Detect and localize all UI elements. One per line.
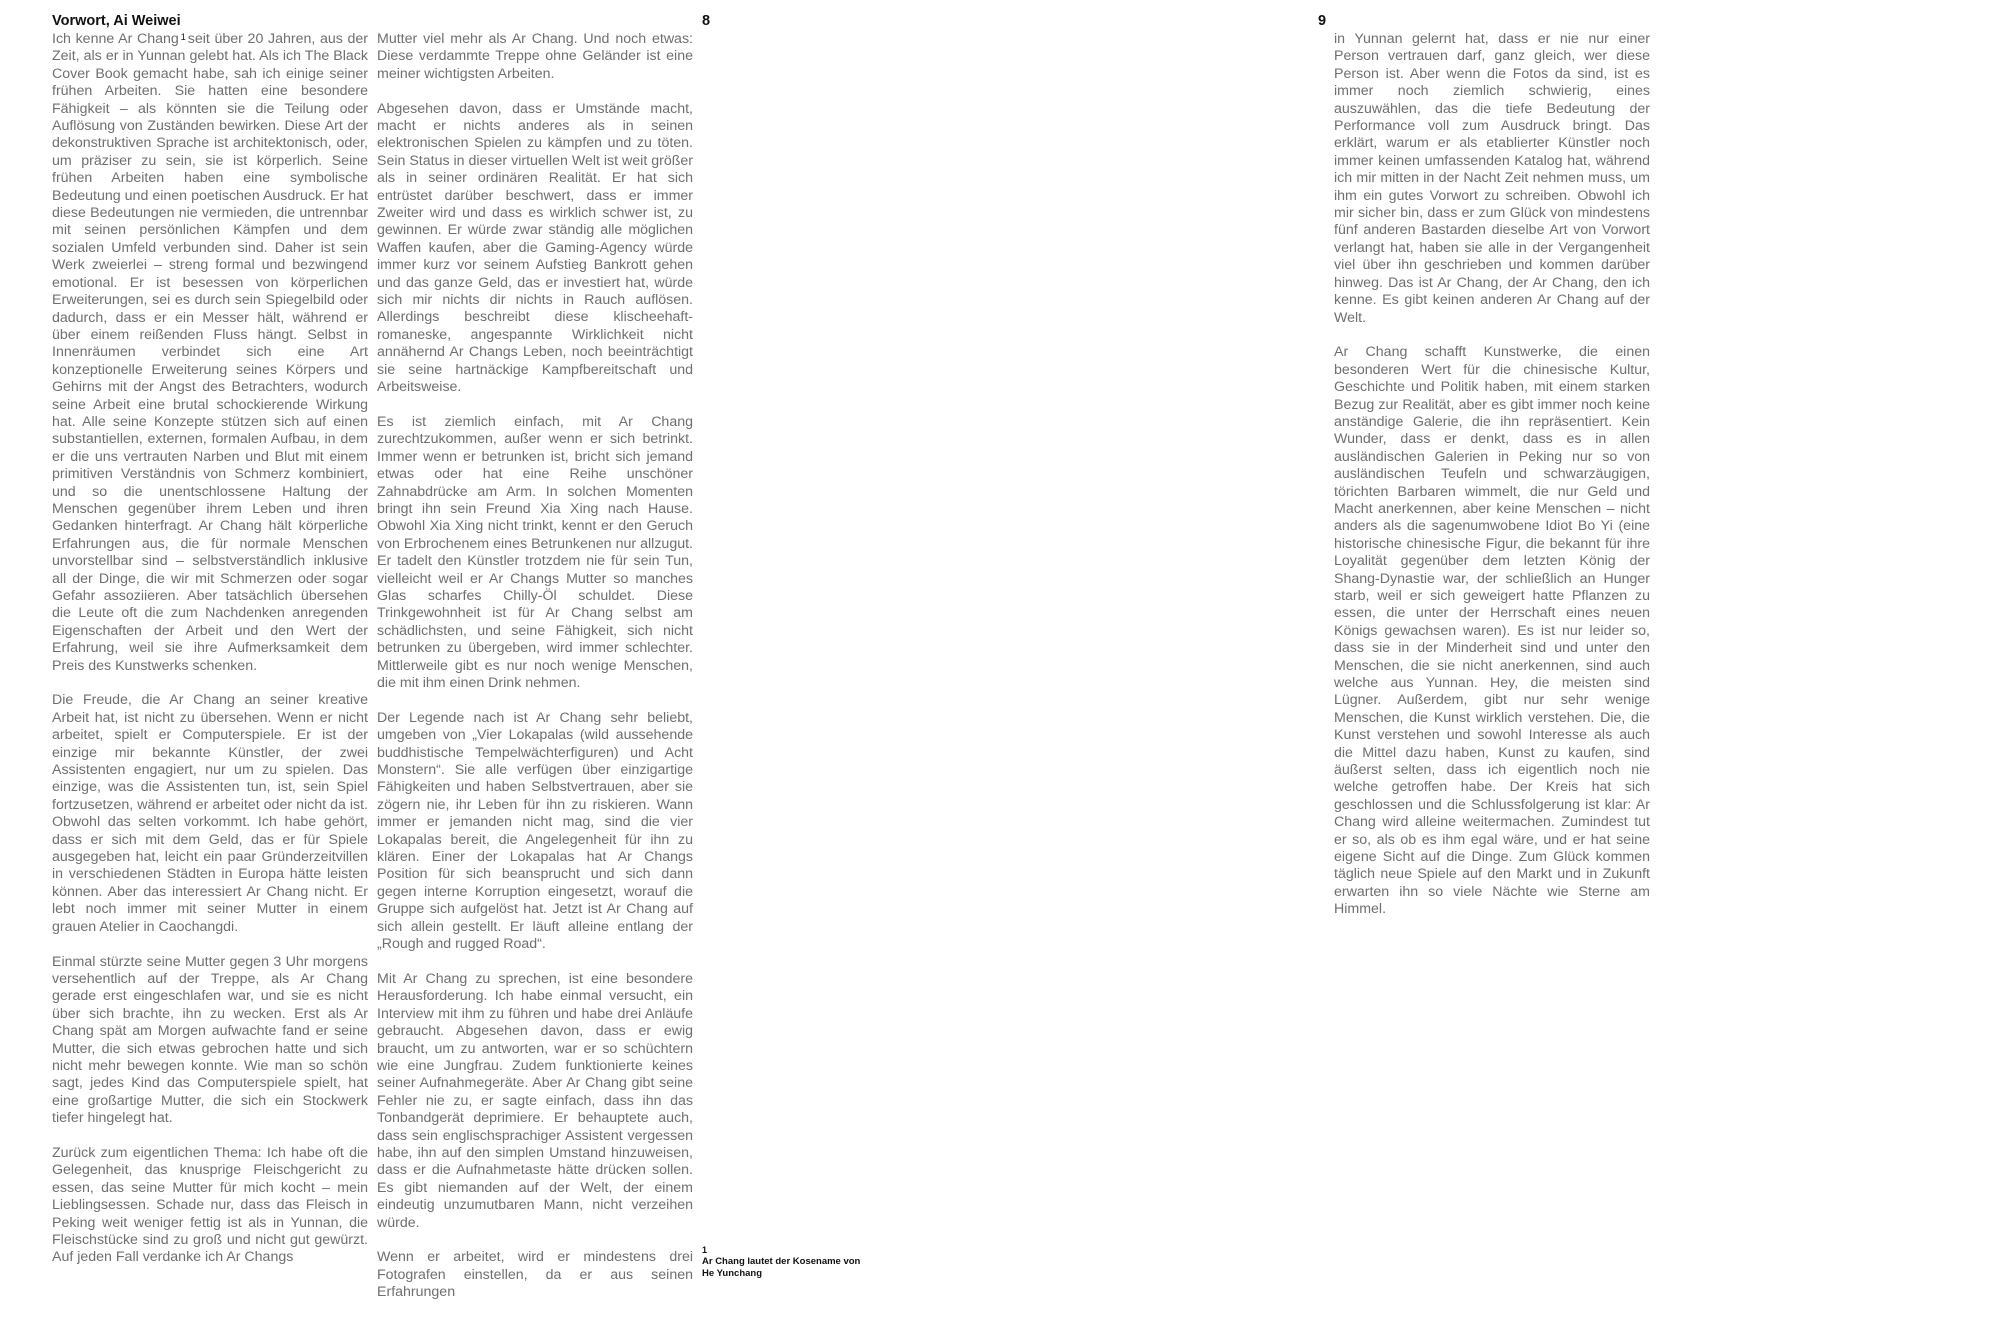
footnote-text: Ar Chang lautet der Kosename von He Yunchang [702,1256,861,1279]
footnote-number: 1 [702,1245,708,1255]
paragraph: Wenn er arbeitet, wird er mindestens drei Fotografen einstellen, da er aus seinen Erfahrungen [377,1249,693,1301]
page-number-left: 8 [702,13,711,29]
paragraph: in Yunnan gelernt hat, dass er nie nur einer Person vertrauen darf, ganz gleich, wer diese Person ist. Aber wenn die Fotos da sind, ist es immer noch ziemlich schwierig, eines auszuwählen, das die tiefe Bedeutung der Performance voll zum Ausdruck bringt. Das erklärt, warum er als etablierter Künstler noch immer keinen umfassenden Katalog hat, während ich mir mitten in der Nacht Zeit nehmen muss, um ihm ein gutes Vorwort zu schreiben. Obwohl ich mir sicher bin, dass er zum Glück von mindestens fünf anderen Bastarden dieselbe Art von Vorwort verlangt hat, haben sie alle in der Vergangenheit viel über ihn geschrieben und kommen darüber hinweg. Das ist Ar Chang, der Ar Chang, den ich kenne. Es gibt keinen anderen Ar Chang auf der Welt. [1334,31,1650,326]
paragraph: Es ist ziemlich einfach, mit Ar Chang zurechtzukommen, außer wenn er sich betrinkt. Immer wenn er betrunken ist, bricht sich jemand etwas oder hat eine Reihe unschöner Zahnabdrücke am Arm. In solchen Momenten bringt ihn sein Freund Xia Xing nach Hause. Obwohl Xia Xing nicht trinkt, kennt er den Geruch von Erbrochenem eines Betrunkenen nur allzugut. Er tadelt den Künstler trotzdem nie für sein Tun, vielleicht weil er Ar Changs Mutter so manches Glas scharfes Chilly-Öl schuldet. Diese Trinkgewohnheit ist für Ar Chang selbst am schädlichsten, und seine Fähigkeit, sich nicht betrunken zu übergeben, wird immer schlechter. Mittlerweile gibt es nur noch wenige Menschen, die mit ihm einen Drink nehmen. [377,413,693,691]
text-column-1 [52,31,368,1284]
text-column-3 [1334,31,1650,936]
paragraph: Die Freude, die Ar Chang an seiner kreative Arbeit hat, ist nicht zu übersehen. Wenn er nicht arbeitet, spielt er Computerspiele. Er ist der einzige mir bekannte Künstler, der zwei Assistenten engagiert, nur um zu spielen. Das einzige, was die Assistenten tun, ist, sein Spiel fortzusetzen, während er arbeitet oder nicht da ist. Obwohl das selten vorkommt. Ich habe gehört, dass er sich mit dem Geld, das er für Spiele ausgegeben hat, leicht ein paar Gründerzeitvillen in verschiedenen Städten in Europa hätte leisten können. Aber das interessiert Ar Chang nicht. Er lebt noch immer mit seiner Mutter in einem grauen Atelier in Caochangdi. [52,692,368,935]
paragraph: Der Legende nach ist Ar Chang sehr beliebt, umgeben von „Vier Lokapalas (wild aussehende buddhistische Tempelwächterfiguren) und Acht Monstern“. Sie alle verfügen über einzigartige Fähigkeiten und haben Selbstvertrauen, aber sie zögern nie, ihr Leben für ihn zu riskieren. Wann immer er jemanden nicht mag, sind die vier Lokapalas bereit, die Angelegenheit für ihn zu klären. Einer der Lokapalas hat Ar Changs Position für sich beansprucht und sich dann gegen interne Korruption eingesetzt, worauf die Gruppe sich aufgelöst hat. Jetzt ist Ar Chang auf sich allein gestellt. Er läuft alleine entlang der „Rough and rugged Road“. [377,709,693,953]
paragraph: Zurück zum eigentlichen Thema: Ich habe oft die Gelegenheit, das knusprige Fleischgericht zu essen, das seine Mutter für mich kocht – mein Lieblingsessen. Schade nur, dass das Fleisch in Peking weit weniger fettig ist als in Yunnan, die Fleischstücke sind zu groß und nicht gut gewürzt. Auf jeden Fall verdanke ich Ar Changs [52,1144,368,1266]
page-number-right: 9 [1318,13,1327,29]
footnote-marker: 1 [180,32,186,42]
paragraph: Einmal stürzte seine Mutter gegen 3 Uhr morgens versehentlich auf der Treppe, als Ar Chang gerade erst eingeschlafen war, und sie es nicht über sich brachte, ihn zu wecken. Erst als Ar Chang spät am Morgen aufwachte fand er seine Mutter, die sich etwas gebrochen hatte und sich nicht mehr bewegen konnte. Wie man so schön sagt, jedes Kind das Computerspiele spielt, hat eine großartige Mutter, die sich ein Stockwerk tiefer hingelegt hat. [52,953,368,1127]
paragraph [52,31,368,675]
paragraph-text: Ich kenne Ar Chang [52,31,179,47]
paragraph: Abgesehen davon, dass er Umstände macht, macht er nichts anderes als in seinen elektronischen Spielen zu kämpfen und zu töten. Sein Status in dieser virtuellen Welt ist weit größer als in seiner ordinären Realität. Er hat sich entrüstet darüber beschwert, dass er immer Zweiter wird und dass es wirklich schwer ist, zu gewinnen. Er würde zwar ständig alle möglichen Waffen kaufen, aber die Gaming-Agency würde immer kurz vor seinem Aufstieg Bankrott gehen und das ganze Geld, das er investiert hat, würde sich mir nichts dir nichts in Rauch auflösen. Allerdings beschreibt diese klischeehaft-romaneske, angespannte Wirklichkeit nicht annähernd Ar Changs Leben, noch beeinträchtigt sie seine hartnäckige Kampfbereitschaft und Arbeitsweise. [377,100,693,396]
text-column-2 [377,31,693,1319]
paragraph: Ar Chang schafft Kunstwerke, die einen besonderen Wert für die chinesische Kultur, Geschichte und Politik haben, mit einem starken Bezug zur Realität, aber es gibt immer noch keine anständige Galerie, die ihn repräsentiert. Kein Wunder, dass er denkt, dass es in allen ausländischen Galerien in Peking nur so von ausländischen Teufeln und schwarzäugigen, törichten Barbaren wimmelt, die nur Geld und Macht anerkennen, aber keine Menschen – nicht anders als die sagenumwobene Idiot Bo Yi (eine historische chinesische Figur, die bekannt für ihre Loyalität gegenüber dem letzten König der Shang-Dynastie war, der schließlich an Hunger starb, weil er sich geweigert hatte Pflanzen zu essen, die unter der Herrschaft eines neuen Königs gewachsen waren). Es ist nur leider so, dass sie in der Minderheit sind und unter den Menschen, die sie nicht anerkennen, sind auch welche aus Yunnan. Hey, die meisten sind Lügner. Außerdem, gibt nur sehr wenige Menschen, die Kunst wirklich verstehen. Die, die Kunst verstehen und sowohl Interesse als auch die Mittel dazu haben, Kunst zu kaufen, sind äußerst selten, dass ich eigentlich noch nie welche getroffen habe. Der Kreis hat sich geschlossen und die Schlussfolgerung ist klar: Ar Chang wird alleine weitermachen. Zumindest tut er so, als ob es ihm egal wäre, und er hat seine eigene Sicht auf die Dinge. Zum Glück kommen täglich neue Spiele auf den Markt und in Zukunft erwarten ihn so viele Nächte wie Sterne am Himmel. [1334,344,1650,918]
page-title: Vorwort, Ai Weiwei [52,13,181,29]
paragraph: Mutter viel mehr als Ar Chang. Und noch etwas: Diese verdammte Treppe ohne Geländer ist eine meiner wichtigsten Arbeiten. [377,31,693,82]
paragraph-text: seit über 20 Jahren, aus der Zeit, als er in Yunnan gelebt hat. Als ich The Black Cover Book gemacht habe, sah ich einige seiner frühen Arbeiten. Sie hatten eine besondere Fähigkeit – als könnten sie die Teilung oder Auflösung von Zuständen bewirken. Diese Art der dekonstruktiven Sprache ist architektonisch, oder, um präziser zu sein, sie ist körperlich. Seine frühen Arbeiten haben eine symbolische Bedeutung und einen poetischen Ausdruck. Er hat diese Bedeutungen nie vermieden, die untrennbar mit seinen persönlichen Kämpfen und dem sozialen Umfeld verbunden sind. Daher ist sein Werk zweierlei – streng formal und bezwingend emotional. Er ist besessen von körperlichen Erweiterungen, sei es durch sein Spiegelbild oder dadurch, dass er ein Messer hält, während er über einem reißenden Fluss hängt. Selbst in Innenräumen verbindet sich eine Art konzeptionelle Erweiterung seines Körpers und Gehirns mit der Angst des Betrachters, wodurch seine Arbeit eine brutal schockierende Wirkung hat. Alle seine Konzepte stützen sich auf einen substantiellen, externen, formalen Aufbau, in dem er die uns vertrauten Narben und Blut mit einem primitiven Verständnis von Schmerz kombiniert, und so die unentschlossene Haltung der Menschen gegenüber ihrem Leben und ihren Gedanken hinterfragt. Ar Chang hält körperliche Erfahrungen aus, die für normale Menschen unvorstellbar sind – selbstverständlich inklusive all der Dinge, die wir mit Schmerzen oder sogar Gefahr assoziieren. Aber tatsächlich übersehen die Leute oft die zum Nachdenken anregenden Eigenschaften der Arbeit und den Wert der Erfahrung, weil sie ihre Aufmerksamkeit dem Preis des Kunstwerks schenken. [52,31,369,674]
paragraph: Mit Ar Chang zu sprechen, ist eine besondere Herausforderung. Ich habe einmal versucht, ein Interview mit ihm zu führen und habe drei Anläufe gebraucht. Abgesehen davon, dass er ewig braucht, um zu antworten, war er so schüchtern wie eine Jungfrau. Zudem funktionierte keines seiner Aufnahmegeräte. Aber Ar Chang gibt seine Fehler nie zu, er sagte einfach, dass ihn das Tonbandgerät deprimiere. Er behauptete auch, dass sein englischsprachiger Assistent vergessen habe, ihn auf den simplen Umstand hinzuweisen, dass er die Aufnahmetaste hätte drücken sollen. Es gibt niemanden auf der Welt, der einem eindeutig unzumutbaren Mann, nicht verzeihen würde. [377,970,693,1231]
